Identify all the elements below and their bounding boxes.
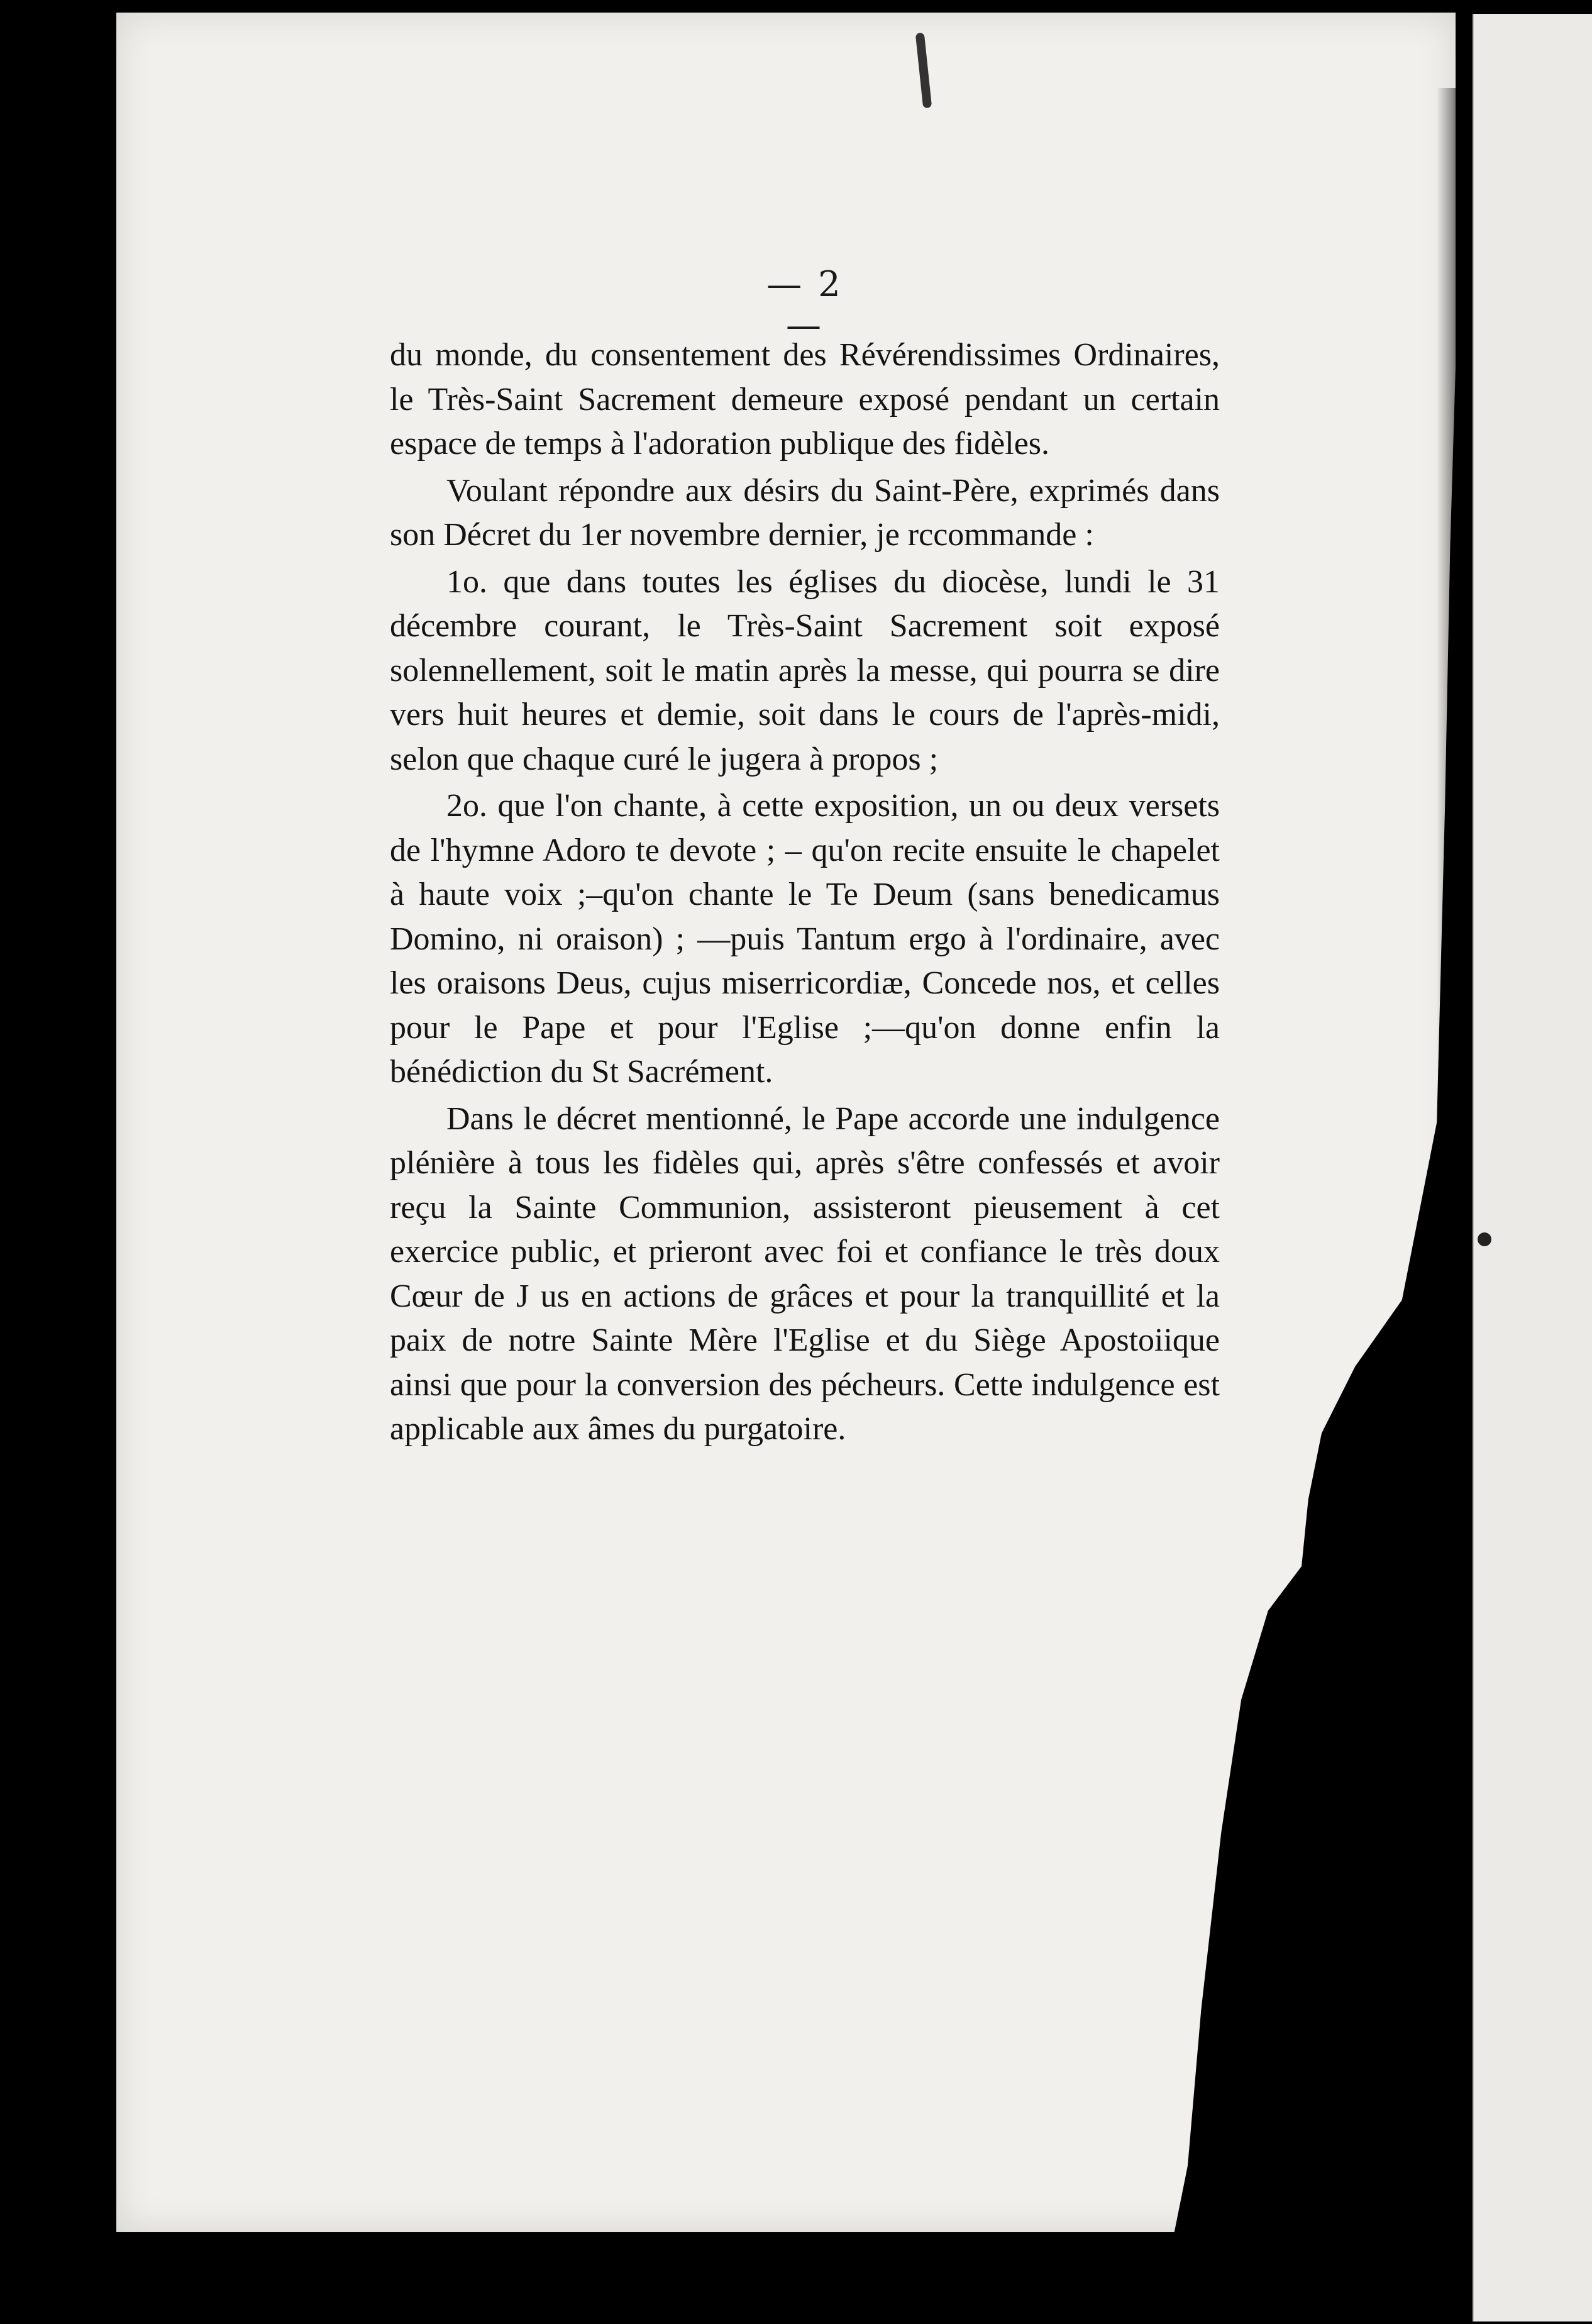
paragraph-item-2: 2o. que l'on chante, à cette exposition, un ou deux versets de l'hymne Adoro te devote ; – qu'on recite ensuite le chapelet à haute voix ;–qu'on chante le Te Deum (sans benedicamus Domino, ni oraison) ; —puis Tantum ergo à l'ordinaire, avec les oraisons Deus, cujus miserricordiæ, Concede nos, et celles pour le Pape et pour l'Eglise ;—qu'on donne enfin la bénédiction du St Sacrément. bbox=[390, 788, 1220, 1090]
paragraph-item-1: 1o. que dans toutes les églises du diocèse, lundi le 31 décembre courant, le Très-Saint Sacrement soit exposé solennellement, soit le matin après la messe, qui pourra se dire vers huit heures et demie, soit dans le cours de l'après-midi, selon que chaque curé le jugera à propos ; bbox=[390, 563, 1220, 777]
page-number: — 2 — bbox=[766, 264, 843, 346]
adjacent-page-edge bbox=[1473, 14, 1592, 2321]
ink-dot-mark bbox=[1478, 1232, 1491, 1246]
paragraph-recommendation: Voulant répondre aux désirs du Saint-Père, exprimés dans son Décret du 1er novembre dernier, je rccommande : bbox=[390, 472, 1220, 553]
torn-edge-shadow bbox=[1437, 88, 1462, 1408]
paragraph-continuation: du monde, du consentement des Révérendissimes Ordinaires, le Très-Saint Sacrement demeure exposé pendant un certain espace de temps à l'adoration publique des fidèles. bbox=[390, 337, 1220, 462]
body-text bbox=[390, 333, 1220, 1454]
paragraph-indulgence: Dans le décret mentionné, le Pape accorde une indulgence plénière à tous les fidèles qui, après s'être confessés et avoir reçu la Sainte Communion, assisteront pieusement à cet exercice public, et prieront avec foi et confiance le très doux Cœur de J us en actions de grâces et pour la tranquillité et la paix de notre Sainte Mère l'Eglise et du Siège Apostoiique ainsi que pour la conversion des pécheurs. Cette indulgence est applicable aux âmes du purgatoire. bbox=[390, 1100, 1220, 1447]
